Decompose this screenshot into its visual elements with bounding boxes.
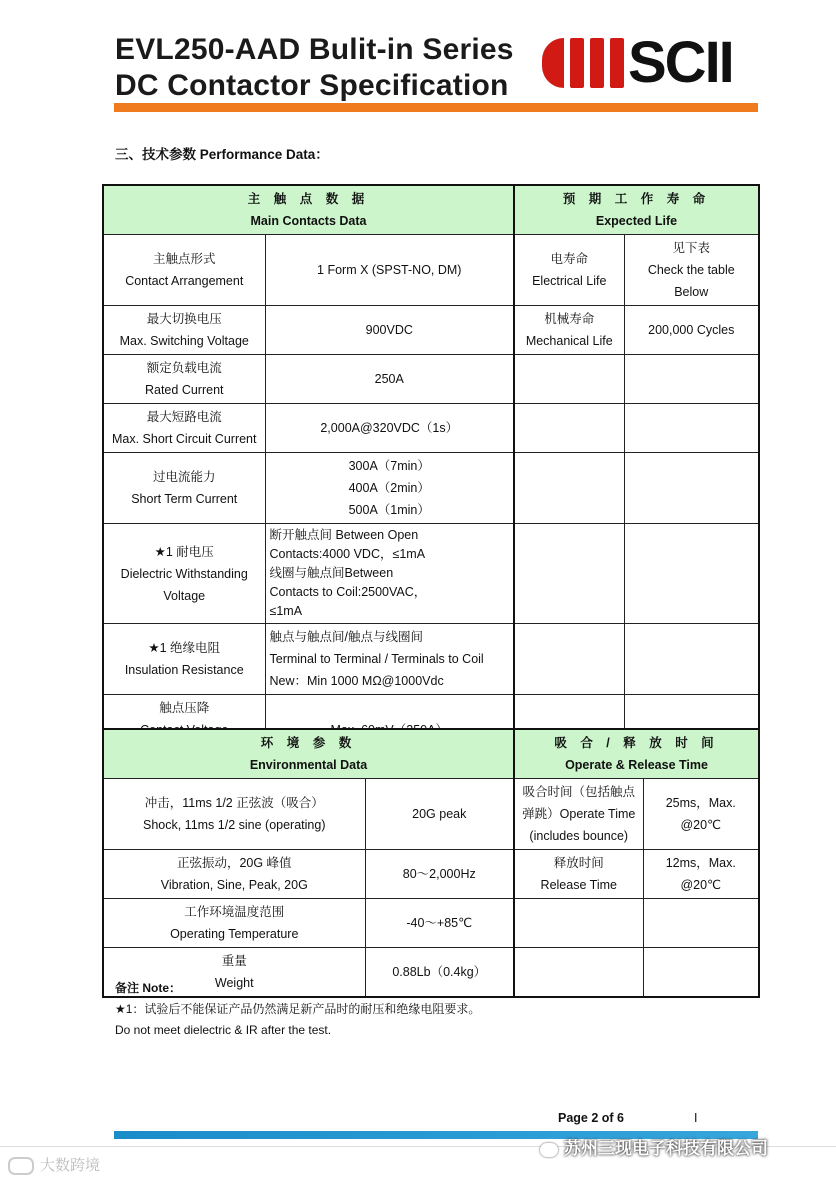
- header-rule: [114, 103, 758, 112]
- table-row: 触点压降: [103, 695, 759, 767]
- table-row: ★1 耐电压 Dielectric Withstanding Voltage 断开触点间 Between Open Contacts:4000 VDC，≤1mA 线圈与触点间Between Contacts to Coil:2500VAC， ≤1mA: [103, 524, 759, 624]
- table-row: 主触点形式 Contact Arrangement 1 Form X (SPST-NO, DM) 电寿命 Electrical Life 见下表 Check the table Below: [103, 235, 759, 306]
- notes: [115, 978, 480, 1041]
- watermark-left: 大数跨境: [8, 1154, 100, 1175]
- note-line-1: ★1：试验后不能保证产品仍然满足新产品时的耐压和绝缘电阻要求。: [115, 1002, 481, 1016]
- table-row: 重量 Weight 0.88Lb（0.4kg）: [103, 948, 759, 998]
- table-row: 额定负载电流 Rated Current 250A: [103, 355, 759, 404]
- operate-release-header: 吸 合 / 释 放 时 间 Operate & Release Time: [514, 729, 759, 779]
- page-number: Page 2 of 6 I: [558, 1111, 698, 1125]
- main-contacts-header: 主 触 点 数 据 Main Contacts Data: [103, 185, 514, 235]
- logo-text: SCII: [628, 30, 733, 95]
- table-row: 过电流能力 Short Term Current 300A（7min） 400A（2min） 500A（1min）: [103, 453, 759, 524]
- scii-logo: [542, 30, 758, 95]
- note-line-2: Do not meet dielectric & IR after the test.: [115, 1023, 332, 1037]
- table-row: 冲击，11ms 1/2 正弦波（吸合） Shock, 11ms 1/2 sine (operating) 20G peak 吸合时间（包括触点 弹跳）Operate Time (includes bounce) 25ms，Max. @20℃: [103, 779, 759, 850]
- environmental-header: 环 境 参 数 Environmental Data: [103, 729, 514, 779]
- title-line-2: DC Contactor Specification: [115, 69, 509, 102]
- table-row: 正弦振动，20G 峰值 Vibration, Sine, Peak, 20G 80～2,000Hz 释放时间 Release Time 12ms，Max. @20℃: [103, 850, 759, 899]
- table-row: ★1 绝缘电阻 Insulation Resistance 触点与触点间/触点与线圈间 Terminal to Terminal / Terminals to Coil New：Min 1000 MΩ@1000Vdc: [103, 624, 759, 695]
- table-row: 工作环境温度范围 Operating Temperature -40～+85℃: [103, 899, 759, 948]
- notes-title: 备注 Note：: [115, 981, 182, 995]
- main-contacts-table: [102, 184, 760, 767]
- document-title: [115, 32, 514, 104]
- watermark-right: 苏州三现电子科技有限公司: [540, 1134, 768, 1159]
- expected-life-header: 预 期 工 作 寿 命 Expected Life: [514, 185, 759, 235]
- wechat-icon: [540, 1143, 558, 1157]
- table-row: 最大切换电压 Max. Switching Voltage 900VDC 机械寿命 Mechanical Life 200,000 Cycles: [103, 306, 759, 355]
- table-row: 最大短路电流 Max. Short Circuit Current 2,000A@320VDC（1s）: [103, 404, 759, 453]
- environmental-table: [102, 728, 760, 998]
- section-title: 三、技术参数 Performance Data：: [115, 147, 329, 162]
- title-line-1: EVL250-AAD Bulit-in Series: [115, 33, 514, 66]
- watermark-icon: [8, 1157, 34, 1175]
